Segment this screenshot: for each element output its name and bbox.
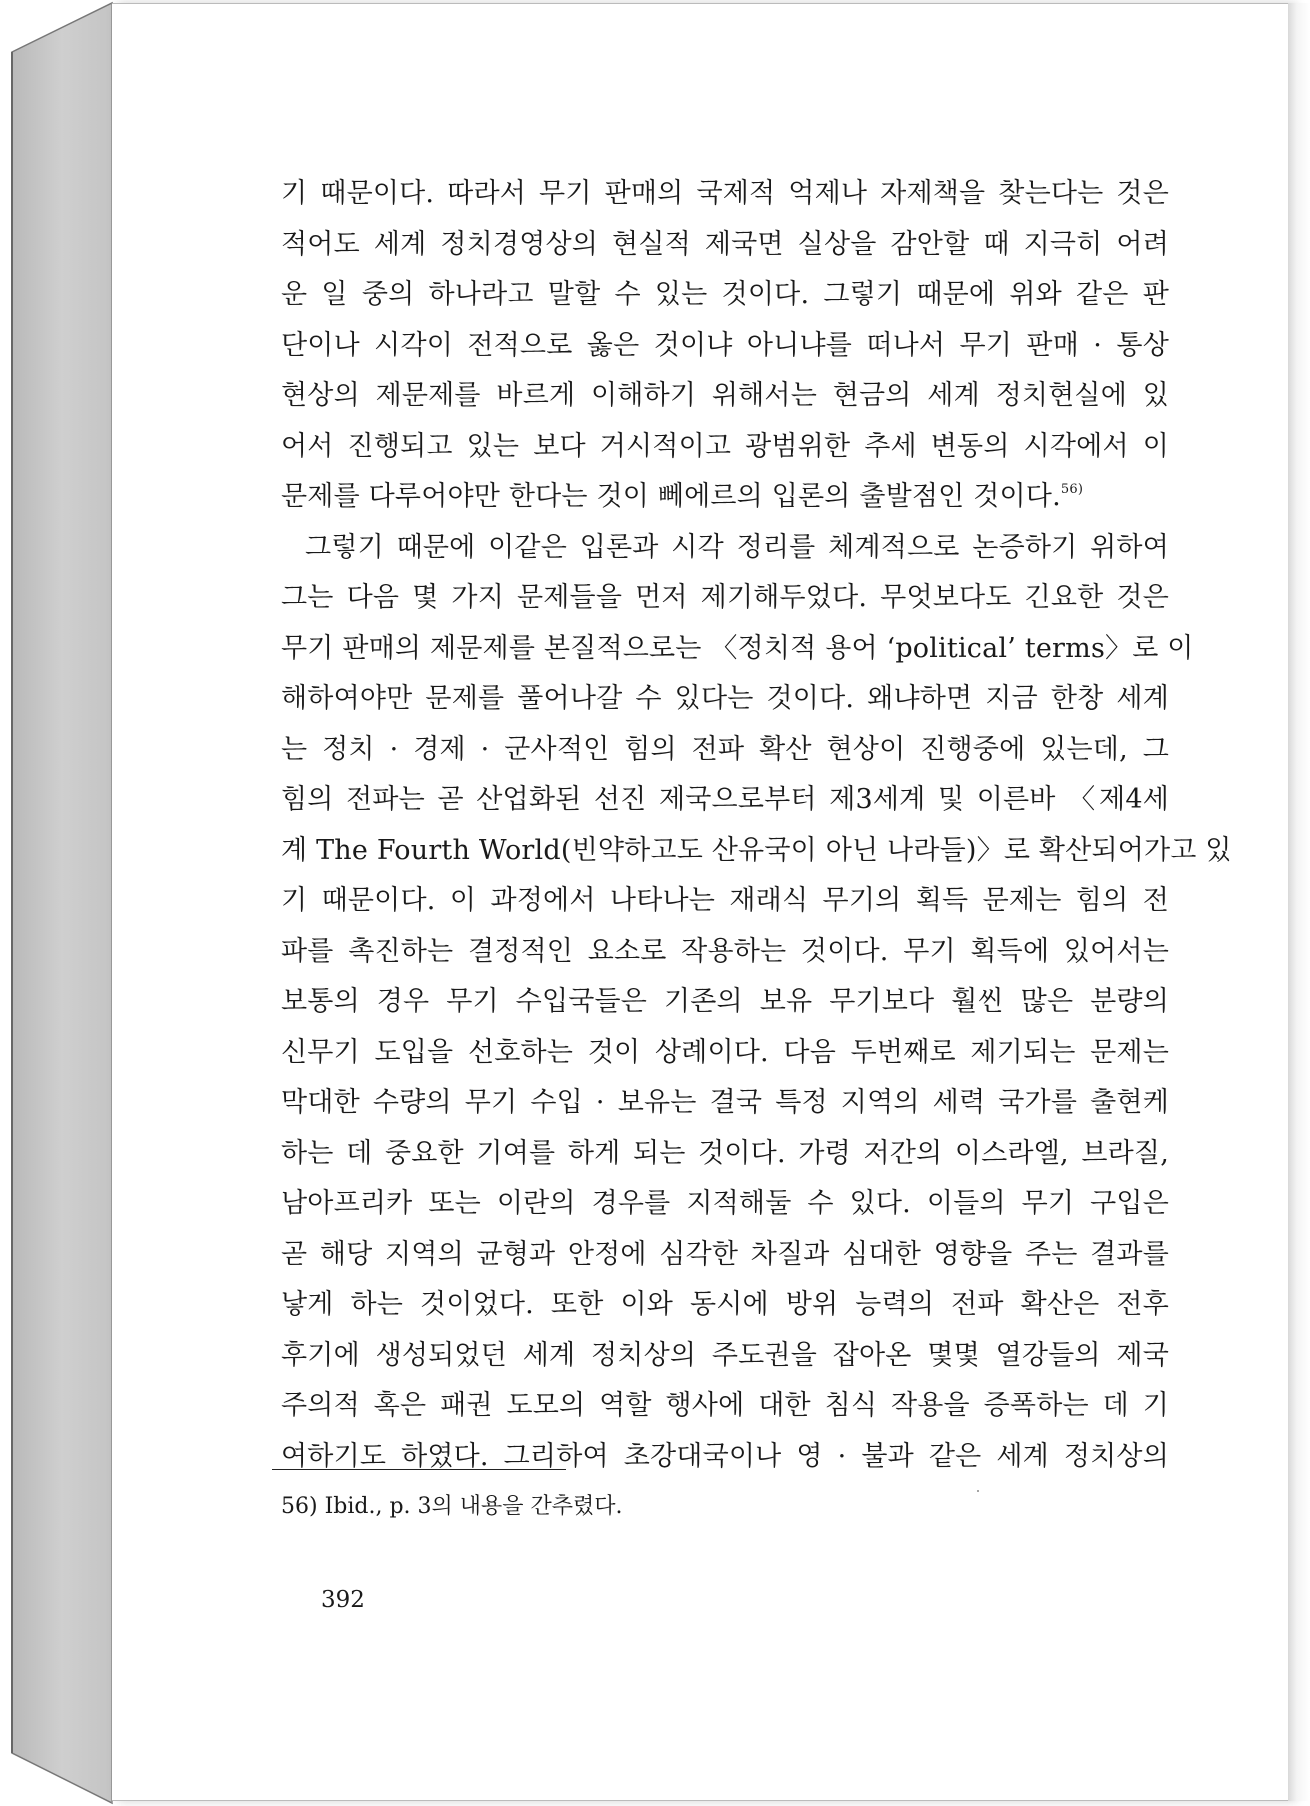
text-line: 신무기 도입을 선호하는 것이 상례이다. 다음 두번째로 제기되는 문제는 <box>281 1036 1169 1068</box>
text-line: 하는 데 중요한 기여를 하게 되는 것이다. 가령 저간의 이스라엘, 브라질, <box>281 1137 1169 1169</box>
text-line-content: 문제를 다루어야만 한다는 것이 뻬에르의 입론의 출발점인 것이다. <box>281 481 1061 512</box>
book-spine <box>0 0 120 1806</box>
text-line: 주의적 혹은 패권 도모의 역할 행사에 대한 침식 작용을 증폭하는 데 기 <box>281 1390 1169 1421</box>
footnote-reference: 56) <box>1060 482 1084 497</box>
footnote: 56) Ibid., p. 3의 내용을 간추렸다. <box>281 1494 623 1519</box>
text-line: 곧 해당 지역의 균형과 안정에 심각한 차질과 심대한 영향을 주는 결과를 <box>281 1238 1169 1270</box>
text-line: 보통의 경우 무기 수입국들은 기존의 보유 무기보다 훨씬 많은 분량의 <box>281 986 1169 1017</box>
text-line: 막대한 수량의 무기 수입 · 보유는 결국 특정 지역의 세력 국가를 출현케 <box>281 1087 1169 1118</box>
page-number: 392 <box>321 1587 365 1613</box>
text-line: 현상의 제문제를 바르게 이해하기 위해서는 현금의 세계 정치현실에 있 <box>281 380 1169 411</box>
text-line: 기 때문이다. 이 과정에서 나타나는 재래식 무기의 획득 문제는 힘의 전 <box>281 885 1169 916</box>
page-edge-shadow <box>1288 3 1310 1801</box>
text-line: 어서 진행되고 있는 보다 거시적이고 광범위한 추세 변동의 시각에서 이 <box>281 430 1169 462</box>
text-line: 기 때문이다. 따라서 무기 판매의 국제적 억제나 자제책을 찾는다는 것은 <box>281 178 1169 209</box>
text-line: 힘의 전파는 곧 산업화된 선진 제국으로부터 제3세계 및 이른바 〈제4세 <box>281 784 1169 815</box>
text-line: 적어도 세계 정치경영상의 현실적 제국면 실상을 감안할 때 지극히 어려 <box>281 228 1169 260</box>
text-line: 단이나 시각이 전적으로 옳은 것이냐 아니냐를 떠나서 무기 판매 · 통상 <box>281 329 1169 361</box>
text-line: 남아프리카 또는 이란의 경우를 지적해둘 수 있다. 이들의 무기 구입은 <box>281 1188 1169 1219</box>
text-line: 는 정치 · 경제 · 군사적인 힘의 전파 확산 현상이 진행중에 있는데, 그 <box>281 733 1169 765</box>
text-line: 무기 판매의 제문제를 본질적으로는 〈정치적 용어 ‘political’ terms〉로 이 <box>281 632 1194 664</box>
text-line-paragraph-start: 그렇기 때문에 이같은 입론과 시각 정리를 체계적으로 논증하기 위하여 <box>305 531 1169 563</box>
text-line: 그는 다음 몇 가지 문제들을 먼저 제기해두었다. 무엇보다도 긴요한 것은 <box>281 582 1169 613</box>
text-line: 여하기도 하였다. 그리하여 초강대국이나 영 · 불과 같은 세계 정치상의 <box>281 1440 1169 1472</box>
text-line: 운 일 중의 하나라고 말할 수 있는 것이다. 그렇기 때문에 위와 같은 판 <box>281 279 1169 310</box>
text-line: 파를 촉진하는 결정적인 요소로 작용하는 것이다. 무기 획득에 있어서는 <box>281 935 1169 967</box>
footnote-separator <box>272 1469 566 1470</box>
text-line: 낳게 하는 것이었다. 또한 이와 동시에 방위 능력의 전파 확산은 전후 <box>281 1289 1169 1320</box>
body-text <box>281 169 1232 1482</box>
text-line: 계 The Fourth World(빈약하고도 산유국이 아닌 나라들)〉로 확산되어가고 있 <box>281 834 1232 866</box>
text-line-paragraph-end <box>281 472 1169 523</box>
text-line: 후기에 생성되었던 세계 정치상의 주도권을 잡아온 몇몇 열강들의 제국 <box>281 1339 1169 1371</box>
speck <box>977 1490 979 1492</box>
text-line: 해하여야만 문제를 풀어나갈 수 있다는 것이다. 왜냐하면 지금 한창 세계 <box>281 683 1169 714</box>
